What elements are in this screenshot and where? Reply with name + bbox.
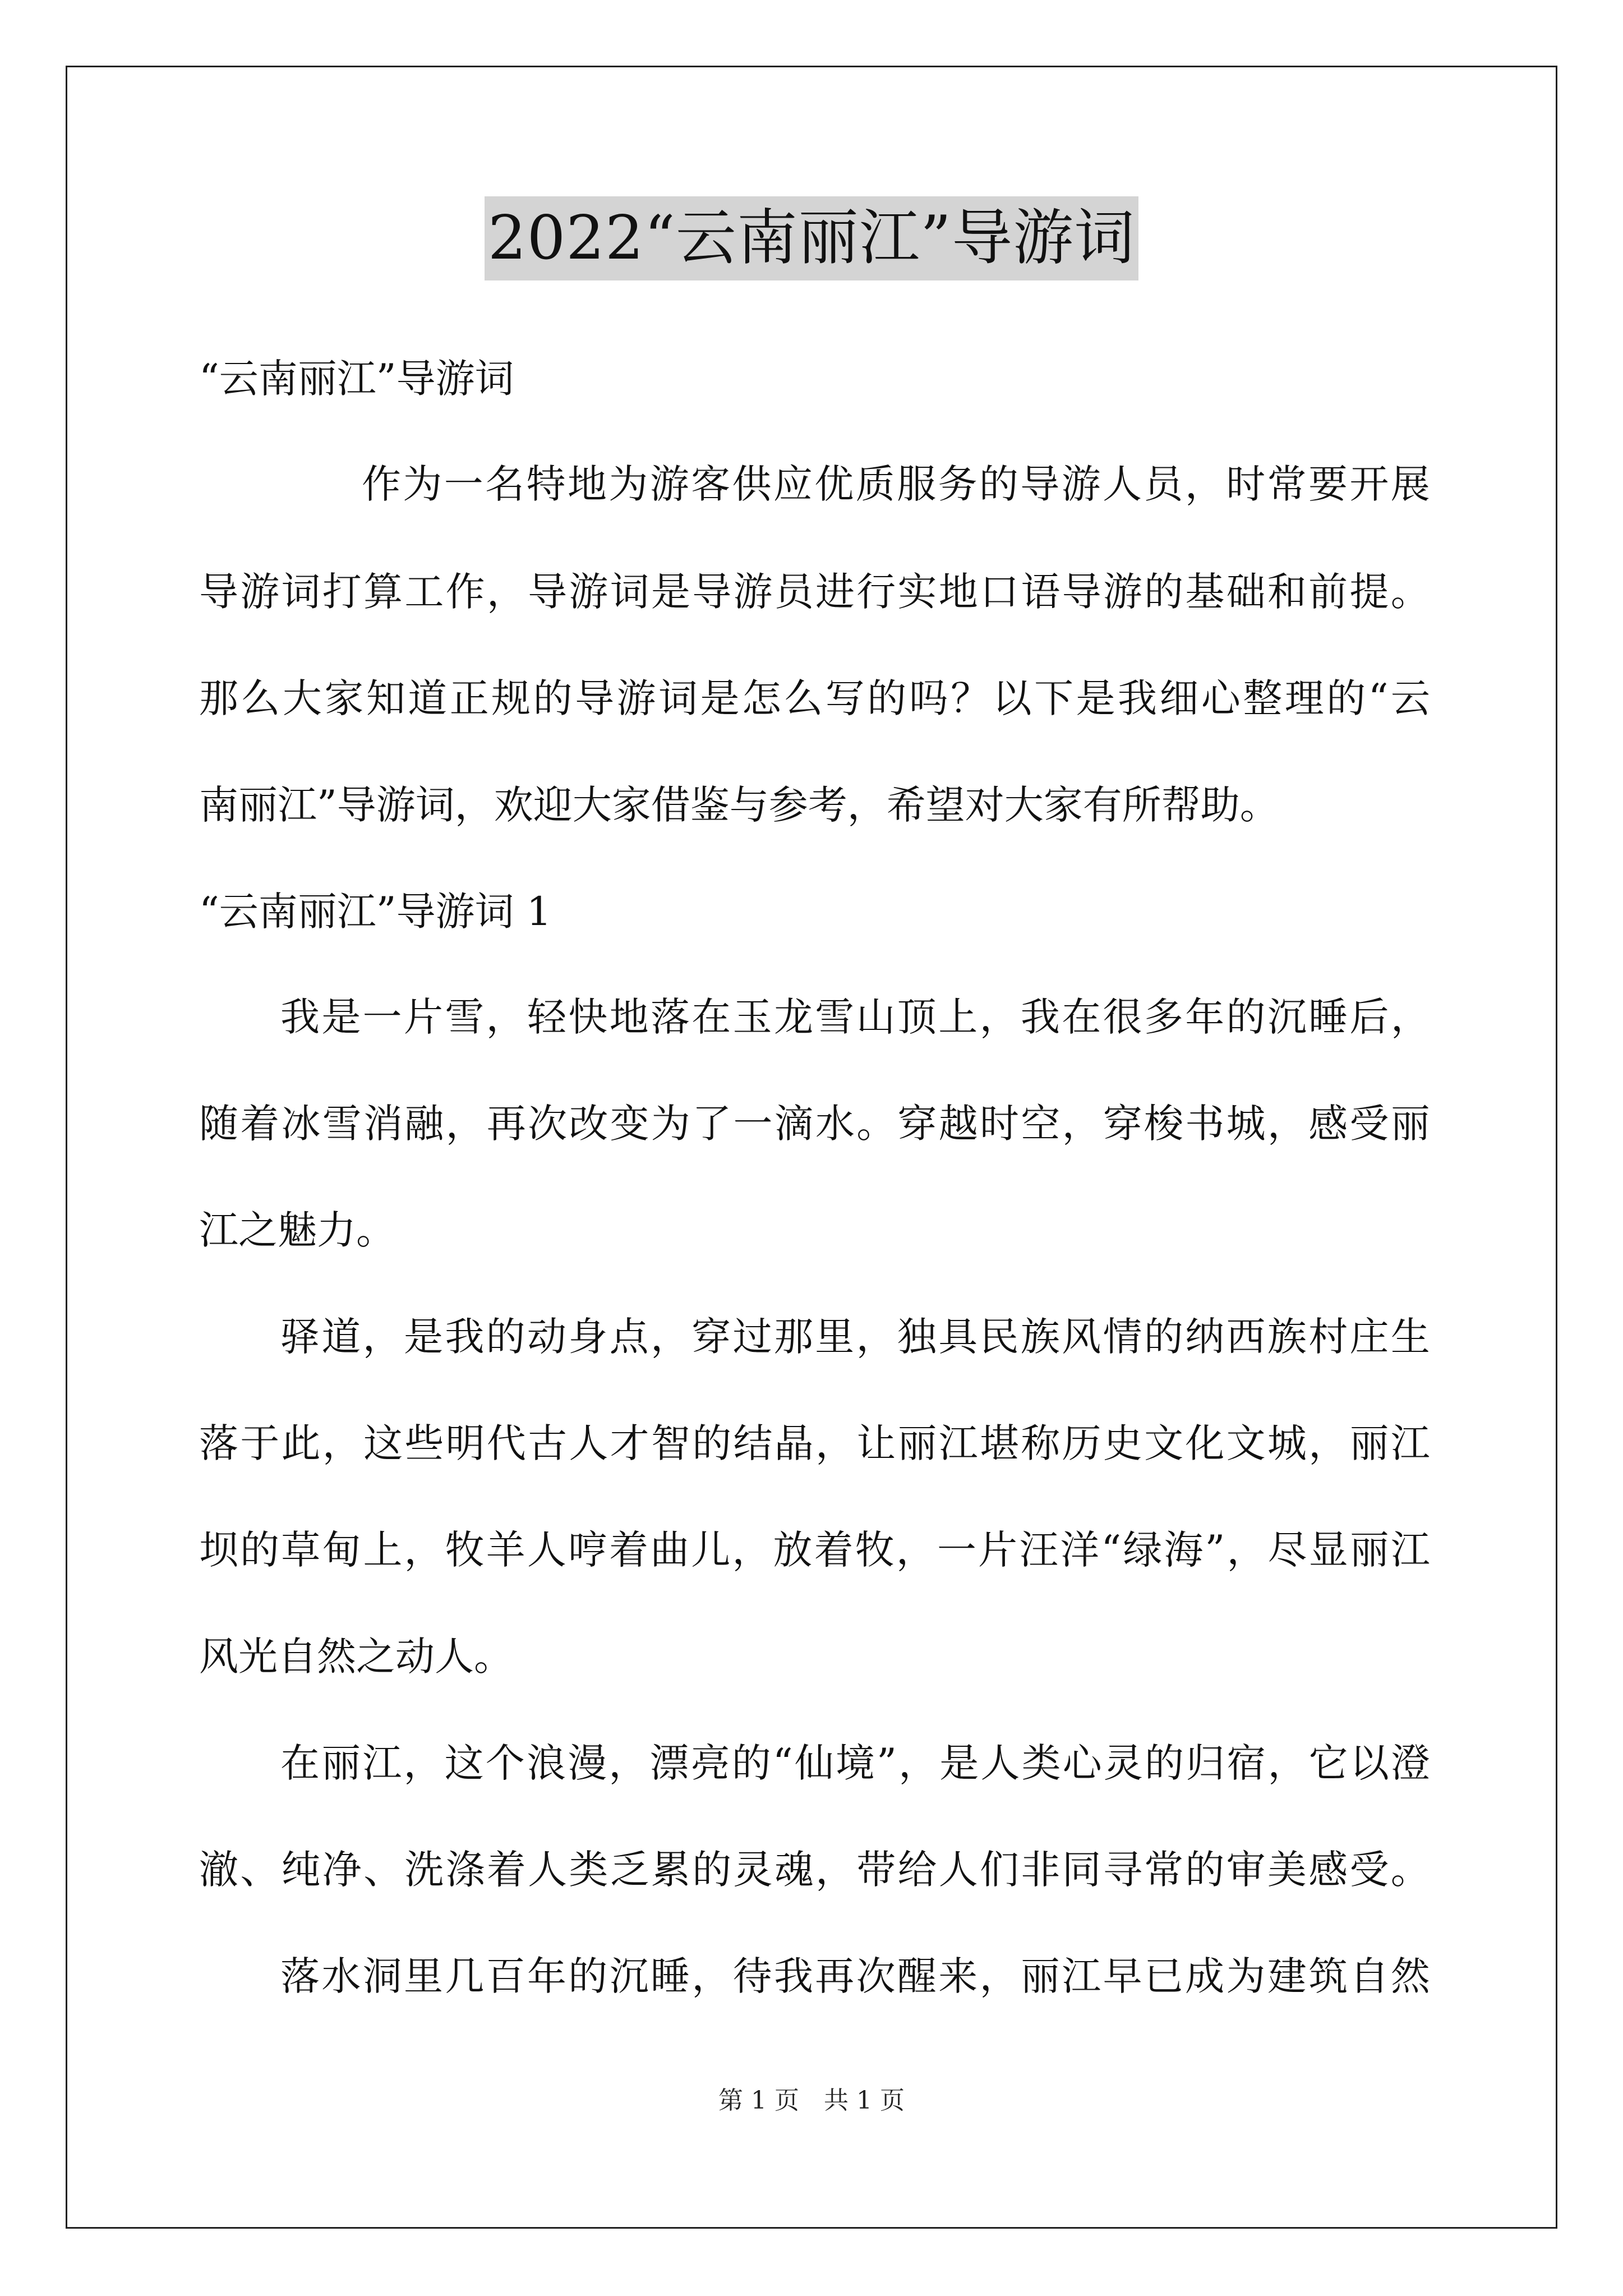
paragraph-line: 风光自然之动人。 xyxy=(199,1634,513,1680)
page-footer: 第 1 页 共 1 页 xyxy=(718,2086,905,2115)
paragraph-line: 落 于 此 ， 这 些 明 代 古 人 才 智 的 结 晶 ， 让 丽 江 堪 称 历 史 文 化 文 城 ， 丽 江 xyxy=(199,1420,1430,1466)
section-heading: “云南丽江”导游词 1 xyxy=(199,889,552,935)
paragraph-line: 南丽江”导游词，欢迎大家借鉴与参考，希望对大家有所帮助。 xyxy=(199,782,1279,828)
paragraph-line: 作 为 一 名 特 地 为 游 客 供 应 优 质 服 务 的 导 游 人 员 ， 时 常 要 开 展 xyxy=(362,461,1430,507)
title-container xyxy=(0,196,1623,280)
paragraph-line: 那 么 大 家 知 道 正 规 的 导 游 词 是 怎 么 写 的 吗 ？ 以 下 是 我 细 心 整 理 的 “ 云 xyxy=(199,675,1430,721)
paragraph-line: 随 着 冰 雪 消 融 ， 再 次 改 变 为 了 一 滴 水 。 穿 越 时 空 ， 穿 梭 书 城 ， 感 受 丽 xyxy=(199,1101,1430,1147)
paragraph-line: 坝 的 草 甸 上 ， 牧 羊 人 哼 着 曲 儿 ， 放 着 牧 ， 一 片 汪 洋 “ 绿 海 ” ， 尽 显 丽 江 xyxy=(199,1527,1430,1573)
paragraph-line: 导 游 词 打 算 工 作 ， 导 游 词 是 导 游 员 进 行 实 地 口 语 导 游 的 基 础 和 前 提 。 xyxy=(199,569,1430,615)
paragraph-line: 澈 、 纯 净 、 洗 涤 着 人 类 乏 累 的 灵 魂 ， 带 给 人 们 非 同 寻 常 的 审 美 感 受 。 xyxy=(199,1847,1430,1893)
paragraph-line: 落 水 洞 里 几 百 年 的 沉 睡 ， 待 我 再 次 醒 来 ， 丽 江 早 已 成 为 建 筑 自 然 xyxy=(280,1953,1430,1999)
paragraph-line: 驿 道 ， 是 我 的 动 身 点 ， 穿 过 那 里 ， 独 具 民 族 风 情 的 纳 西 族 村 庄 生 xyxy=(280,1314,1430,1360)
paragraph-line: 江之魅力。 xyxy=(199,1207,395,1253)
paragraph-line: 在 丽 江 ， 这 个 浪 漫 ， 漂 亮 的 “ 仙 境 ” ， 是 人 类 心 灵 的 归 宿 ， 它 以 澄 xyxy=(280,1740,1430,1786)
document-title: 2022“云南丽江”导游词 xyxy=(485,196,1138,280)
paragraph-line: 我 是 一 片 雪 ， 轻 快 地 落 在 玉 龙 雪 山 顶 上 ， 我 在 很 多 年 的 沉 睡 后 ， xyxy=(280,994,1430,1040)
subtitle: “云南丽江”导游词 xyxy=(199,356,514,402)
